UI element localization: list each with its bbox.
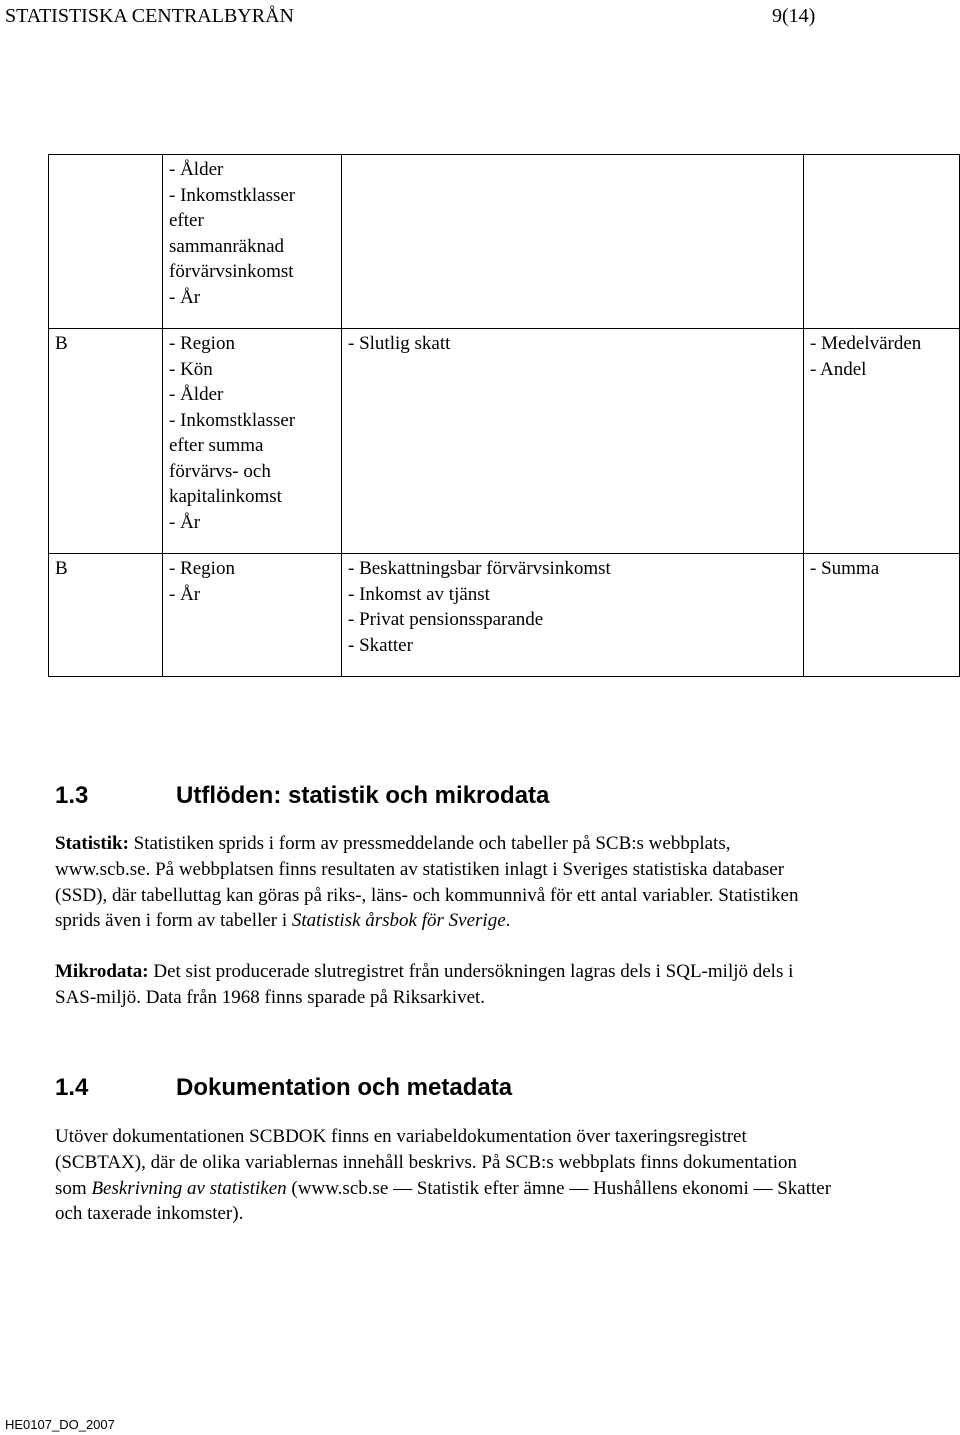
table-row	[49, 155, 960, 329]
mikrodata-paragraph	[55, 959, 935, 1011]
paragraph-line: (SCBTAX), där de olika variablernas innehåll beskrivs. På SCB:s webbplats finns dokumentation	[55, 1151, 798, 1173]
table-cell	[804, 155, 960, 329]
cell-line: - Andel	[810, 358, 867, 380]
table-cell	[49, 329, 163, 554]
cell-line: - Summa	[810, 558, 880, 579]
table-cell	[804, 329, 960, 554]
statistik-paragraph	[55, 831, 935, 934]
table-cell	[49, 155, 163, 329]
paragraph-text: (www.scb.se — Statistik efter ämne — Hushållens ekonomi — Skatter	[286, 1177, 832, 1199]
cell-line: - År	[169, 286, 201, 308]
cell-line: - Medelvärden	[810, 333, 922, 354]
cell-line: förvärvsinkomst	[169, 261, 294, 282]
cell-line: B	[55, 333, 68, 354]
table-cell	[163, 329, 342, 554]
cell-line: - Inkomst av tjänst	[348, 583, 490, 605]
cell-line: - Ålder	[169, 384, 224, 405]
paragraph-line: Utöver dokumentationen SCBDOK finns en variabeldokumentation över taxeringsregistret	[55, 1126, 747, 1147]
paragraph-line	[55, 1176, 935, 1202]
organization-name: STATISTISKA CENTRALBYRÅN	[5, 5, 294, 27]
cell-line: - Region	[169, 558, 235, 579]
section-heading-1-3	[55, 782, 549, 810]
cell-line: - År	[169, 511, 201, 533]
paragraph-line	[55, 831, 935, 857]
paragraph-line	[55, 959, 935, 985]
cell-line: B	[55, 558, 68, 579]
cell-line: - Ålder	[169, 159, 224, 180]
statistik-label: Statistik:	[55, 833, 129, 854]
paragraph-text: .	[505, 910, 511, 932]
paragraph-text: som	[55, 1177, 92, 1199]
paragraph-line: SAS-miljö. Data från 1968 finns sparade på Riksarkivet.	[55, 986, 486, 1008]
paragraph-line: www.scb.se. På webbplatsen finns resultaten av statistiken inlagt i Sveriges statistiska databaser	[55, 858, 785, 880]
table-cell	[163, 155, 342, 329]
cell-line: - Kön	[169, 358, 213, 380]
cell-line: - Privat pensionssparande	[348, 609, 544, 630]
cell-line: sammanräknad	[169, 235, 285, 257]
cell-line: - Skatter	[348, 634, 413, 656]
dokumentation-paragraph	[55, 1124, 935, 1227]
table-row	[49, 329, 960, 554]
paragraph-text: Statistiken sprids i form av pressmeddelande och tabeller på SCB:s webbplats,	[128, 833, 731, 854]
paragraph-line: (SSD), där tabelluttag kan göras på riks-, läns- och kommunnivå för ett antal variabler. Statistiken	[55, 884, 799, 906]
cell-line: efter summa	[169, 435, 264, 456]
cell-line: - År	[169, 583, 201, 605]
section-number: 1.4	[55, 1074, 89, 1101]
paragraph-line	[55, 908, 935, 934]
table-cell	[342, 329, 804, 554]
document-id: HE0107_DO_2007	[5, 1417, 115, 1432]
cell-line: - Region	[169, 333, 235, 354]
publication-title: Beskrivning av statistiken	[91, 1177, 287, 1199]
cell-line: - Inkomstklasser	[169, 409, 296, 431]
table-cell	[342, 155, 804, 329]
cell-line: - Beskattningsbar förvärvsinkomst	[348, 558, 611, 579]
section-heading-1-4	[55, 1074, 512, 1102]
cell-line: kapitalinkomst	[169, 486, 282, 507]
cell-line: efter	[169, 210, 204, 231]
section-title: Utflöden: statistik och mikrodata	[176, 782, 550, 809]
paragraph-text: Det sist producerade slutregistret från undersökningen lagras dels i SQL-miljö dels i	[148, 961, 794, 982]
table-cell	[342, 554, 804, 677]
table-row	[49, 554, 960, 677]
section-title: Dokumentation och metadata	[176, 1074, 513, 1101]
publication-title: Statistisk årsbok för Sverige	[291, 910, 506, 932]
cell-line: - Inkomstklasser	[169, 184, 296, 206]
section-number: 1.3	[55, 782, 89, 809]
page-number: 9(14)	[772, 5, 816, 27]
cell-line: förvärvs- och	[169, 460, 271, 482]
paragraph-text: sprids även i form av tabeller i	[55, 910, 292, 932]
cell-line: - Slutlig skatt	[348, 333, 451, 354]
table-cell	[163, 554, 342, 677]
mikrodata-label: Mikrodata:	[55, 961, 149, 982]
table-body	[49, 155, 960, 677]
variables-table	[48, 154, 960, 677]
paragraph-line: och taxerade inkomster).	[55, 1203, 244, 1225]
table-cell	[49, 554, 163, 677]
table-cell	[804, 554, 960, 677]
